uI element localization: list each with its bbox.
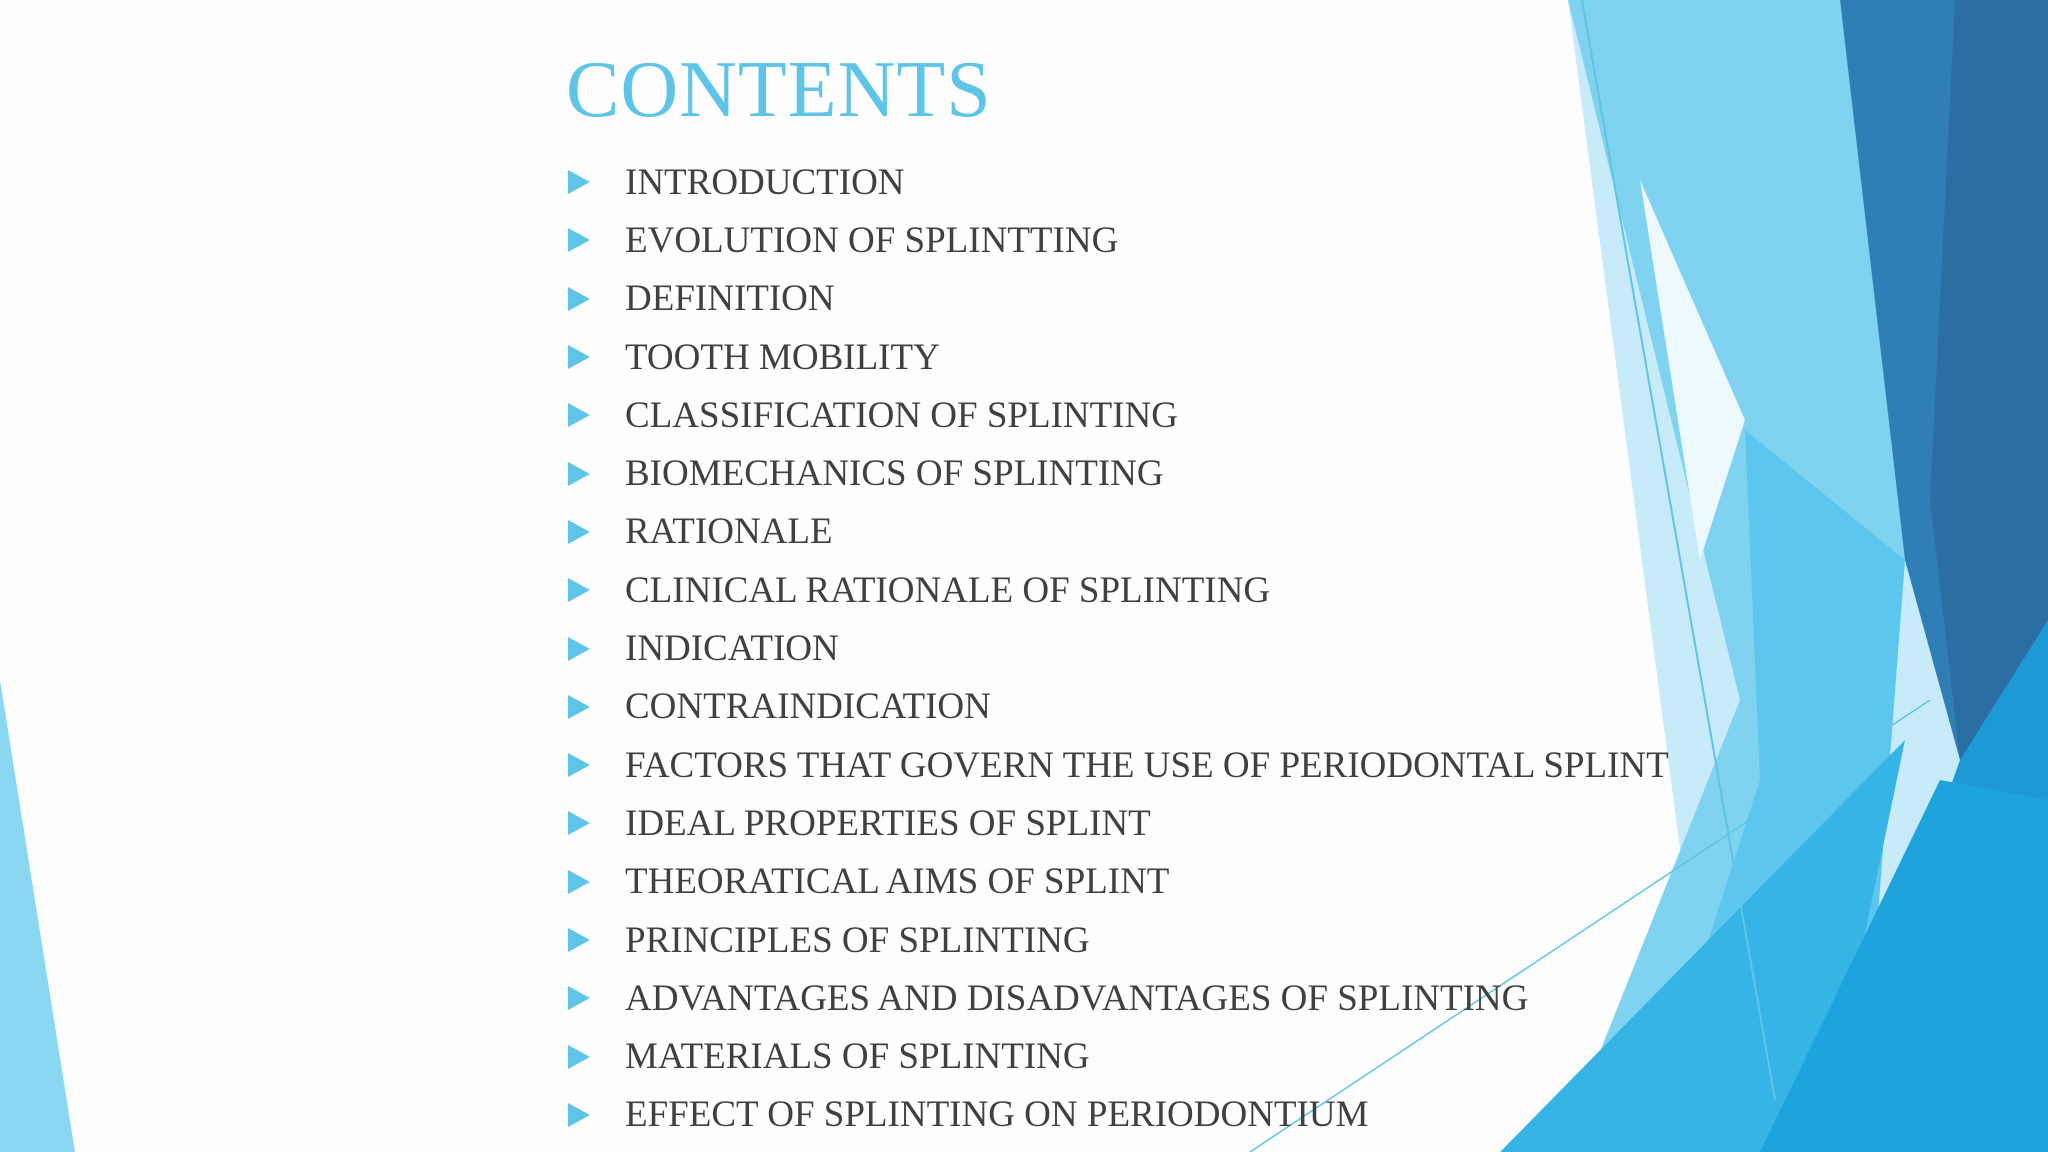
list-item-label: PRINCIPLES OF SPLINTING bbox=[625, 919, 1090, 961]
list-item-label: ADVANTAGES AND DISADVANTAGES OF SPLINTING bbox=[625, 977, 1529, 1019]
list-item bbox=[566, 503, 1669, 561]
list-item-label: DEFINITION bbox=[625, 278, 835, 320]
triangle-right-icon bbox=[568, 1103, 590, 1127]
triangle-right-icon bbox=[568, 986, 590, 1010]
triangle-right-icon bbox=[568, 345, 590, 369]
list-item-label: RATIONALE bbox=[625, 511, 833, 553]
triangle-right-icon bbox=[568, 753, 590, 777]
list-item bbox=[566, 794, 1669, 852]
triangle-right-icon bbox=[568, 403, 590, 427]
list-item bbox=[566, 853, 1669, 911]
list-item-label: EFFECT OF SPLINTING ON PERIODONTIUM bbox=[625, 1094, 1369, 1136]
triangle-right-icon bbox=[568, 170, 590, 194]
triangle-right-icon bbox=[568, 462, 590, 486]
list-item bbox=[566, 211, 1669, 269]
list-item-label: BIOMECHANICS OF SPLINTING bbox=[625, 453, 1164, 495]
list-item bbox=[566, 619, 1669, 677]
list-item bbox=[566, 561, 1669, 619]
list-item bbox=[566, 911, 1669, 969]
list-item-label: CONTRAINDICATION bbox=[625, 686, 991, 728]
list-item bbox=[566, 678, 1669, 736]
list-item-label: INDICATION bbox=[625, 628, 839, 670]
list-item-label: TOOTH MOBILITY bbox=[625, 336, 940, 378]
list-item bbox=[566, 444, 1669, 502]
triangle-right-icon bbox=[568, 811, 590, 835]
triangle-right-icon bbox=[568, 228, 590, 252]
triangle-right-icon bbox=[568, 870, 590, 894]
list-item-label: CLASSIFICATION OF SPLINTING bbox=[625, 394, 1178, 436]
left-accent-shape bbox=[0, 680, 75, 1152]
triangle-right-icon bbox=[568, 578, 590, 602]
list-item bbox=[566, 736, 1669, 794]
list-item bbox=[566, 1086, 1669, 1144]
list-item bbox=[566, 969, 1669, 1027]
list-item bbox=[566, 386, 1669, 444]
triangle-right-icon bbox=[568, 1045, 590, 1069]
list-item-label: INTRODUCTION bbox=[625, 161, 905, 203]
list-item-label: FACTORS THAT GOVERN THE USE OF PERIODONTAL SPLINT bbox=[625, 744, 1669, 786]
contents-list bbox=[566, 153, 1669, 1144]
list-item-label: CLINICAL RATIONALE OF SPLINTING bbox=[625, 569, 1271, 611]
list-item-label: EVOLUTION OF SPLINTTING bbox=[625, 219, 1119, 261]
list-item bbox=[566, 328, 1669, 386]
triangle-right-icon bbox=[568, 287, 590, 311]
triangle-right-icon bbox=[568, 520, 590, 544]
triangle-right-icon bbox=[568, 928, 590, 952]
list-item-label: THEORATICAL AIMS OF SPLINT bbox=[625, 861, 1170, 903]
list-item-label: IDEAL PROPERTIES OF SPLINT bbox=[625, 802, 1151, 844]
slide-title: CONTENTS bbox=[566, 46, 992, 134]
triangle-right-icon bbox=[568, 637, 590, 661]
list-item-label: MATERIALS OF SPLINTING bbox=[625, 1036, 1090, 1078]
list-item bbox=[566, 1027, 1669, 1085]
list-item bbox=[566, 153, 1669, 211]
triangle-right-icon bbox=[568, 695, 590, 719]
list-item bbox=[566, 270, 1669, 328]
